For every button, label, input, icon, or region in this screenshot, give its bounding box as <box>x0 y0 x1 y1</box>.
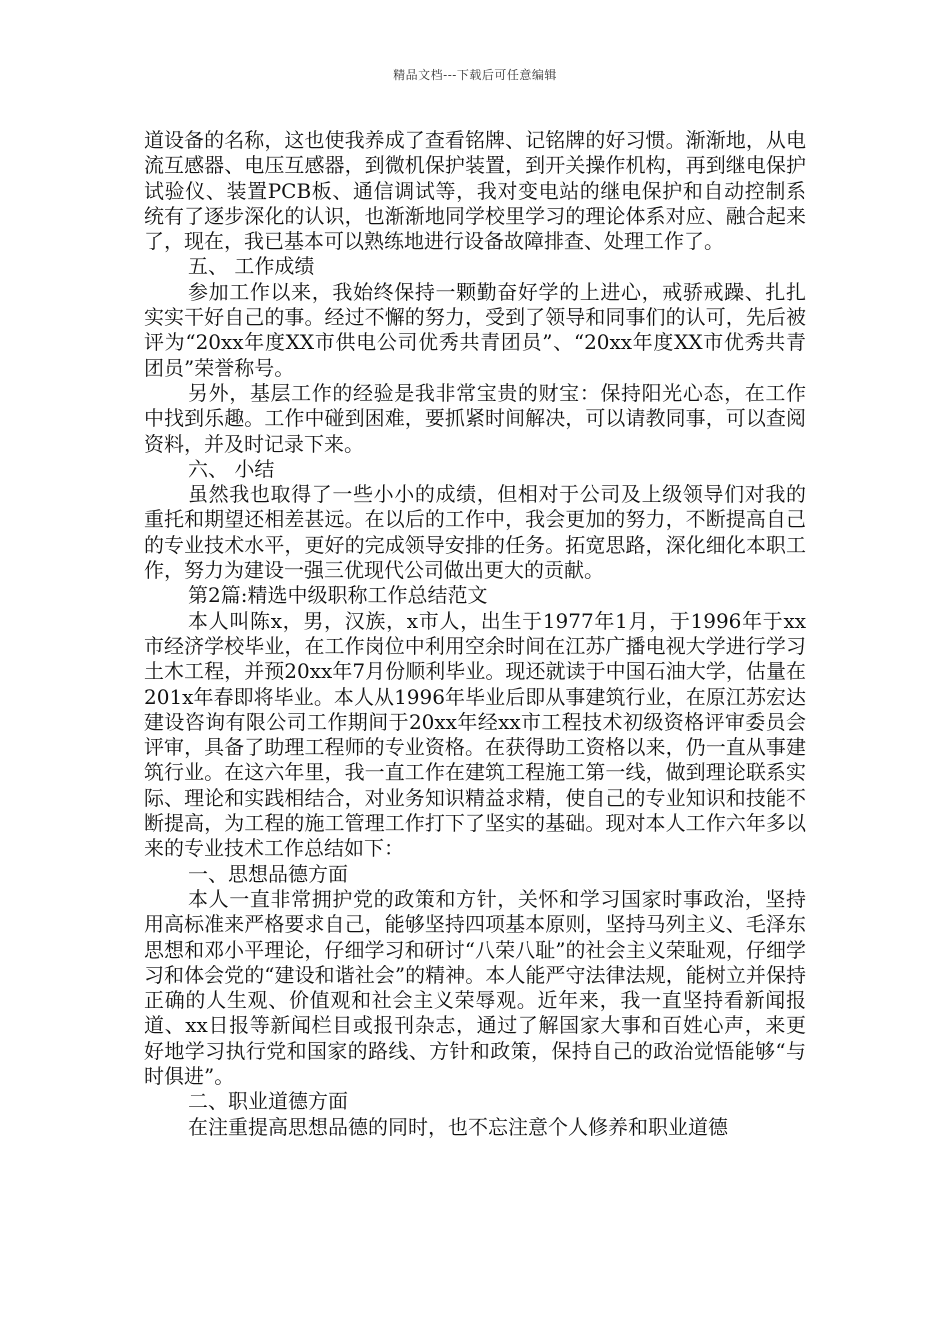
document-body <box>144 128 806 1140</box>
paragraph-summary: 虽然我也取得了一些小小的成绩，但相对于公司及上级领导们对我的重托和期望还相差甚远。在以后的工作中，我会更加的努力，不断提高自己的专业技术水平，更好的完成领导安排的任务。拓宽思路，深化细化本职工作，努力为建设一强三优现代公司做出更大的贡献。 <box>144 482 806 583</box>
paragraph-continuation: 道设备的名称，这也使我养成了查看铭牌、记铭牌的好习惯。渐渐地，从电流互感器、电压互感器，到微机保护装置，到开关操作机构，再到继电保护试验仪、装置PCB板、通信调试等，我对变电站的继电保护和自动控制系统有了逐步深化的认识，也渐渐地同学校里学习的理论体系对应、融合起来了，现在，我已基本可以熟练地进行设备故障排查、处理工作了。 <box>144 128 806 254</box>
section-heading-achievements: 五、 工作成绩 <box>188 254 315 279</box>
paragraph-achievements: 参加工作以来，我始终保持一颗勤奋好学的上进心，戒骄戒躁、扎扎实实干好自己的事。经过不懈的努力，受到了领导和同事们的认可，先后被评为“20xx年度XX市供电公司优秀共青团员”、“20xx年度XX市优秀共青团员”荣誉称号。 <box>144 279 806 380</box>
page-header: 精品文档---下载后可任意编辑 <box>393 68 557 82</box>
paragraph-ideology: 本人一直非常拥护党的政策和方针，关怀和学习国家时事政治，坚持用高标准来严格要求自己，能够坚持四项基本原则，坚持马列主义、毛泽东思想和邓小平理论，仔细学习和研讨“八荣八耻”的社会主义荣耻观，仔细学习和体会党的“建设和谐社会”的精神。本人能严守法律法规，能树立并保持正确的人生观、价值观和社会主义荣辱观。近年来，我一直坚持看新闻报道、xx日报等新闻栏目或报刊杂志，通过了解国家大事和百姓心声，来更好地学习执行党和国家的路线、方针和政策，保持自己的政治觉悟能够“与时俱进”。 <box>144 886 806 1088</box>
article-title-2: 第2篇:精选中级职称工作总结范文 <box>188 583 488 608</box>
section-heading-summary: 六、 小结 <box>188 456 275 481</box>
paragraph-ethics: 在注重提高思想品德的同时，也不忘注意个人修养和职业道德 <box>188 1114 728 1139</box>
section-heading-ethics: 二、职业道德方面 <box>188 1089 348 1114</box>
section-heading-ideology: 一、思想品德方面 <box>188 861 348 886</box>
paragraph-experience: 另外，基层工作的经验是我非常宝贵的财宝：保持阳光心态，在工作中找到乐趣。工作中碰到困难，要抓紧时间解决，可以请教同事，可以查阅资料，并及时记录下来。 <box>144 380 806 456</box>
paragraph-introduction: 本人叫陈x，男，汉族，x市人，出生于1977年1月，于1996年于xx市经济学校毕业，在工作岗位中利用空余时间在江苏广播电视大学进行学习土木工程，并预20xx年7月份顺利毕业。现还就读于中国石油大学，估量在201x年春即将毕业。本人从1996年毕业后即从事建筑行业，在原江苏宏达建设咨询有限公司工作期间于20xx年经xx市工程技术初级资格评审委员会评审，具备了助理工程师的专业资格。在获得助工资格以来，仍一直从事建筑行业。在这六年里，我一直工作在建筑工程施工第一线，做到理论联系实际、理论和实践相结合，对业务知识精益求精，使自己的专业知识和技能不断提高，为工程的施工管理工作打下了坚实的基础。现对本人工作六年多以来的专业技术工作总结如下： <box>144 608 806 861</box>
